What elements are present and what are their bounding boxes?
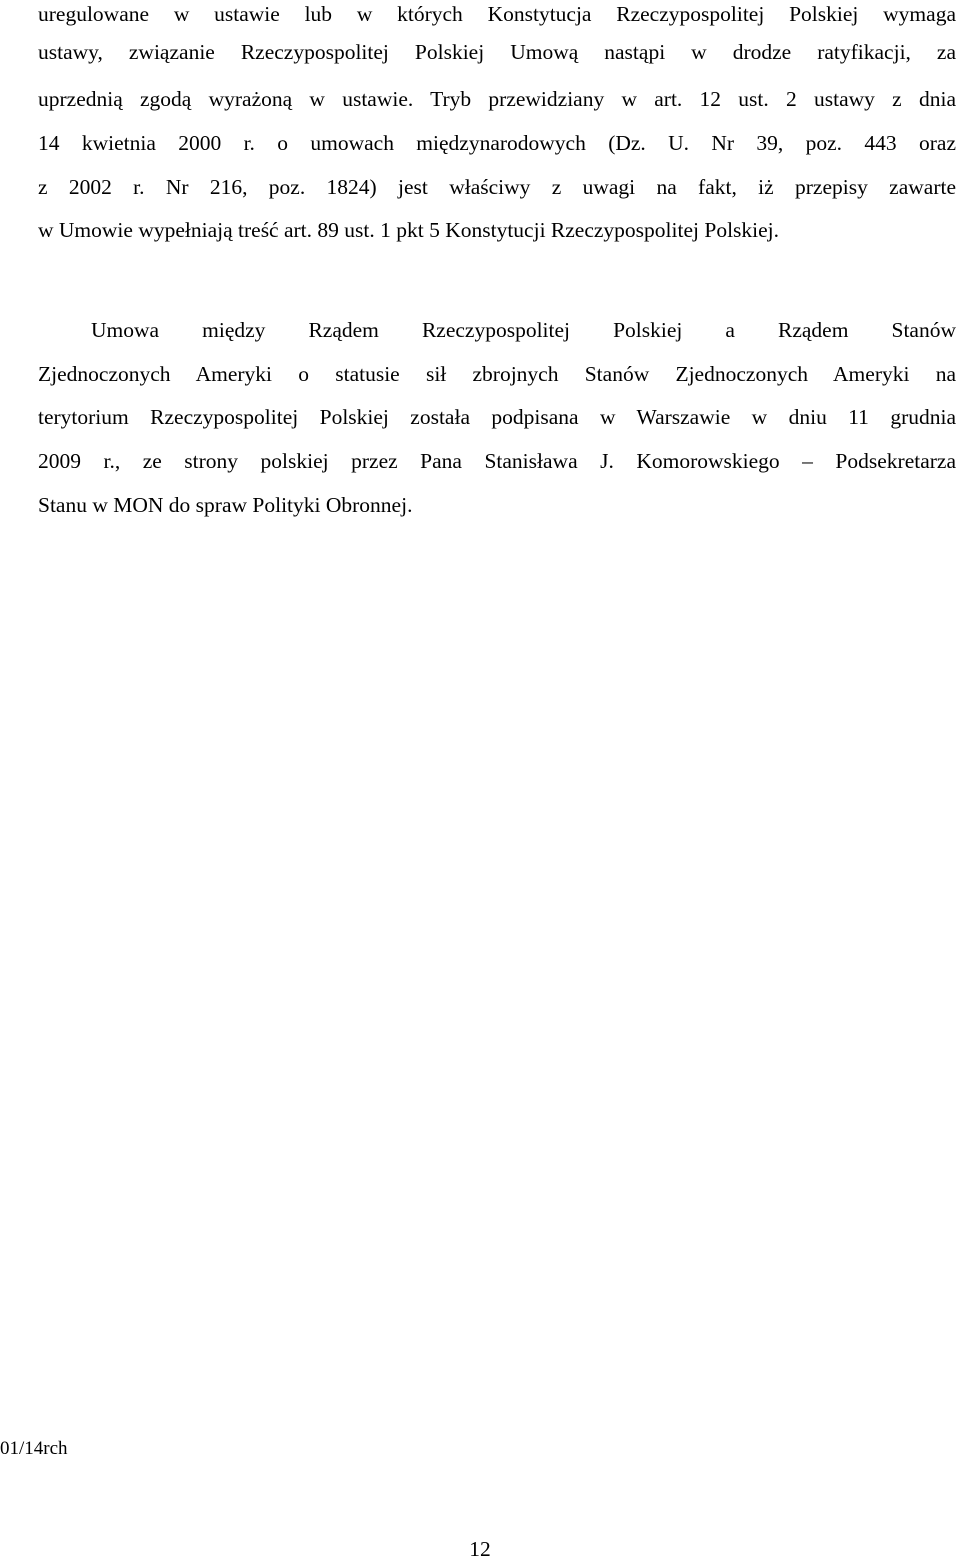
paragraph-line: ustawy, związanie Rzeczypospolitej Polskiej Umową nastąpi w drodze ratyfikacji, za <box>38 40 956 64</box>
paragraph-line: z 2002 r. Nr 216, poz. 1824) jest właściwy z uwagi na fakt, iż przepisy zawarte <box>38 175 956 199</box>
paragraph-line: terytorium Rzeczypospolitej Polskiej została podpisana w Warszawie w dniu 11 grudnia <box>38 405 956 429</box>
paragraph-line: Umowa między Rządem Rzeczypospolitej Polskiej a Rządem Stanów <box>91 318 956 342</box>
paragraph-line: Zjednoczonych Ameryki o statusie sił zbrojnych Stanów Zjednoczonych Ameryki na <box>38 362 956 386</box>
footer-document-code: 01/14rch <box>0 1438 68 1459</box>
paragraph-line: uprzednią zgodą wyrażoną w ustawie. Tryb przewidziany w art. 12 ust. 2 ustawy z dnia <box>38 87 956 111</box>
paragraph-line: 14 kwietnia 2000 r. o umowach międzynarodowych (Dz. U. Nr 39, poz. 443 oraz <box>38 131 956 155</box>
paragraph-line: uregulowane w ustawie lub w których Konstytucja Rzeczypospolitej Polskiej wymaga <box>38 2 956 26</box>
paragraph-line: w Umowie wypełniają treść art. 89 ust. 1 pkt 5 Konstytucji Rzeczypospolitej Polskiej. <box>38 218 780 242</box>
paragraph-line: 2009 r., ze strony polskiej przez Pana Stanisława J. Komorowskiego – Podsekretarza <box>38 449 956 473</box>
page-number: 12 <box>469 1537 491 1561</box>
paragraph-line: Stanu w MON do spraw Polityki Obronnej. <box>38 493 413 517</box>
